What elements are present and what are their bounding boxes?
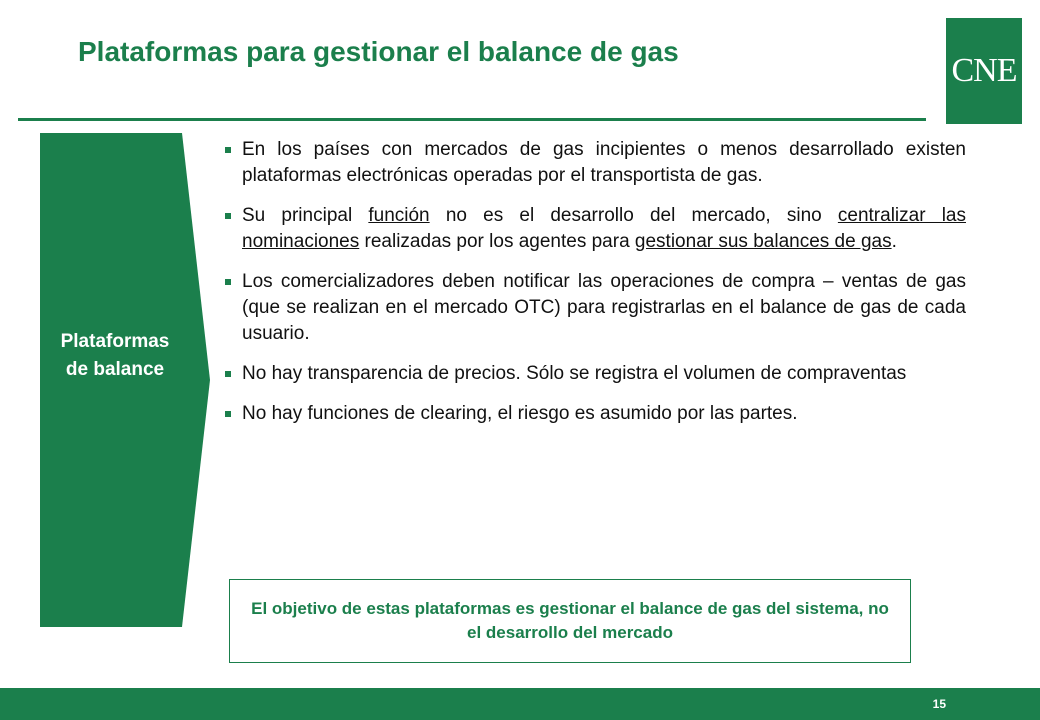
- bullet-item: [222, 361, 966, 387]
- bullet-text: No hay funciones de clearing, el riesgo es asumido por las partes.: [242, 403, 798, 424]
- underlined-phrase: gestionar sus balances de gas: [634, 231, 892, 252]
- bullet-text: No hay transparencia de precios. Sólo se registra el volumen de compraventas: [242, 363, 907, 384]
- bullet-item: [222, 137, 966, 189]
- underlined-phrase: función: [368, 205, 430, 226]
- bullet-item: [222, 401, 966, 427]
- side-label-line-2: de balance: [65, 359, 165, 380]
- bullet-list: [222, 137, 966, 441]
- side-label-line-1: Plataformas: [60, 331, 170, 352]
- bullet-item: [222, 203, 966, 255]
- slide-title: Plataformas para gestionar el balance de gas: [78, 36, 679, 67]
- callout-box: [229, 579, 911, 663]
- bullet-text: Su principal: [242, 205, 369, 226]
- bullet-item: [222, 269, 966, 347]
- page-number: 15: [932, 697, 946, 711]
- cne-logo: [946, 18, 1022, 124]
- bullet-text: Los comercializadores deben notificar las operaciones de compra – ventas de gas (que se realizan en el mercado OTC) para registrarlas en el balance de gas de cada usuario.: [242, 271, 966, 344]
- side-label: [40, 328, 190, 384]
- bullet-text: .: [891, 231, 897, 252]
- underlined-phrase: centralizar las nominaciones: [242, 205, 966, 252]
- callout-text: El objetivo de estas plataformas es gestionar el balance de gas del sistema, no el desarrollo del mercado: [251, 599, 889, 642]
- side-chevron-panel: [0, 0, 220, 640]
- bullet-text: no es el desarrollo del mercado, sino: [429, 205, 838, 226]
- bullet-text: En los países con mercados de gas incipientes o menos desarrollado existen plataformas electrónicas operadas por el transportista de gas.: [242, 139, 966, 186]
- footer-bar: [0, 688, 1040, 720]
- bullet-text: realizadas por los agentes para: [359, 231, 635, 252]
- logo-text: CNE: [951, 52, 1017, 89]
